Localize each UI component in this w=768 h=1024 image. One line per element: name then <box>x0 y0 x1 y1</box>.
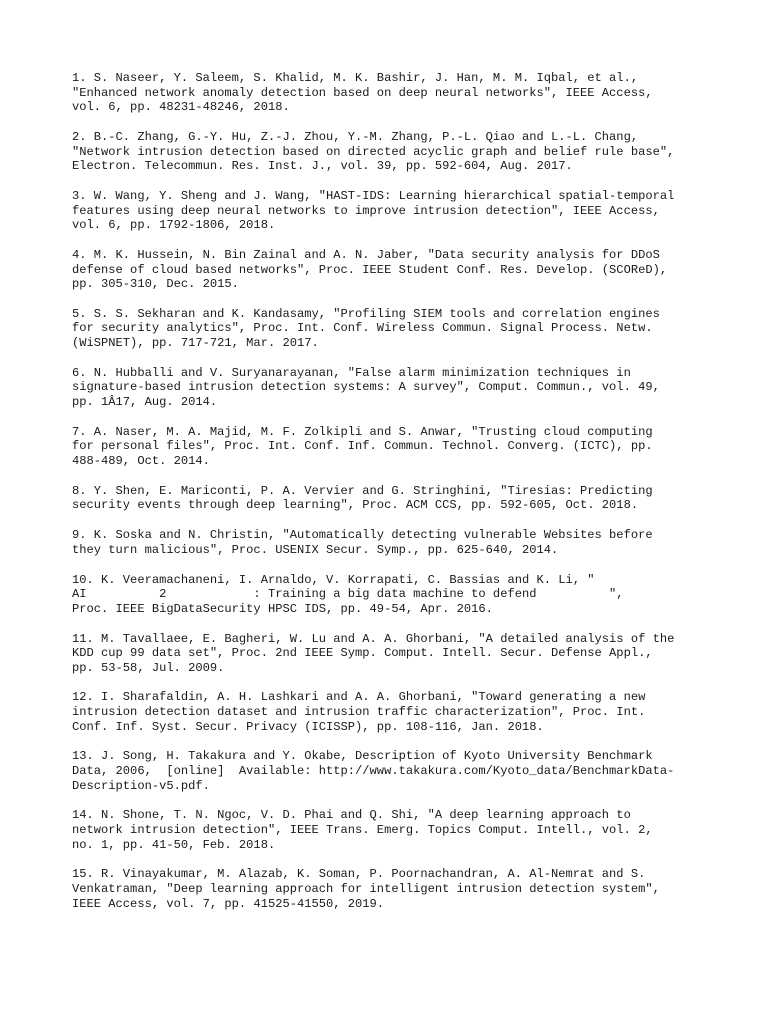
reference-1: 1. S. Naseer, Y. Saleem, S. Khalid, M. K. Bashir, J. Han, M. M. Iqbal, et al., "Enhanced network anomaly detection based on deep neural networks", IEEE Access, vol. 6, pp. 48231-48246, 2018. <box>72 71 653 115</box>
reference-7: 7. A. Naser, M. A. Majid, M. F. Zolkipli and S. Anwar, "Trusting cloud computing for personal files", Proc. Int. Conf. Inf. Commun. Technol. Converg. (ICTC), pp. 488-489, Oct. 2014. <box>72 424 653 468</box>
reference-2: 2. B.-C. Zhang, G.-Y. Hu, Z.-J. Zhou, Y.-M. Zhang, P.-L. Qiao and L.-L. Chang, "Network intrusion detection based on directed acyclic graph and belief rule base", Electron. Telecommun. Res. Inst. J., vol. 39, pp. 592-604, Aug. 2017. <box>72 129 675 174</box>
reference-8: 8. Y. Shen, E. Mariconti, P. A. Vervier and G. Stringhini, "Tiresias: Predicting security events through deep learning", Proc. ACM CCS, pp. 592-605, Oct. 2018. <box>72 483 653 513</box>
reference-13: 13. J. Song, H. Takakura and Y. Okabe, Description of Kyoto University Benchmark Data, 2006, [online] Available: http://www.takakura.com/Kyoto_data/BenchmarkData- Description-v5.pdf. <box>72 749 675 793</box>
reference-list <box>72 71 712 926</box>
reference-15: 15. R. Vinayakumar, M. Alazab, K. Soman, P. Poornachandran, A. Al-Nemrat and S. Venkatraman, "Deep learning approach for intelligent intrusion detection system", IEEE Access, vol. 7, pp. 41525-41550, 2019. <box>72 867 660 911</box>
reference-5: 5. S. S. Sekharan and K. Kandasamy, "Profiling SIEM tools and correlation engines for security analytics", Proc. Int. Conf. Wireless Commun. Signal Process. Netw. (WiSPNET), pp. 717-721, Mar. 2017. <box>72 306 660 351</box>
reference-9: 9. K. Soska and N. Christin, "Automatically detecting vulnerable Websites before they turn malicious", Proc. USENIX Secur. Symp., pp. 625-640, 2014. <box>72 528 653 557</box>
reference-4: 4. M. K. Hussein, N. Bin Zainal and A. N. Jaber, "Data security analysis for DDoS defense of cloud based networks", Proc. IEEE Student Conf. Res. Develop. (SCOReD), pp. 305-310, Dec. 2015. <box>72 247 668 292</box>
reference-12: 12. I. Sharafaldin, A. H. Lashkari and A. A. Ghorbani, "Toward generating a new intrusion detection dataset and intrusion traffic characterization", Proc. Int. Conf. Inf. Syst. Secur. Privacy (ICISSP), pp. 108-116, Jan. 2018. <box>72 690 646 734</box>
reference-14: 14. N. Shone, T. N. Ngoc, V. D. Phai and Q. Shi, "A deep learning approach to network intrusion detection", IEEE Trans. Emerg. Topics Comput. Intell., vol. 2, no. 1, pp. 41-50, Feb. 2018. <box>72 808 653 852</box>
reference-10: 10. K. Veeramachaneni, I. Arnaldo, V. Korrapati, C. Bassias and K. Li, " AI 2 : Training a big data machine to defend ", Proc. IEEE BigDataSecurity HPSC IDS, pp. 49-54, Apr. 2016. <box>72 572 624 616</box>
reference-11: 11. M. Tavallaee, E. Bagheri, W. Lu and A. A. Ghorbani, "A detailed analysis of the KDD cup 99 data set", Proc. 2nd IEEE Symp. Comput. Intell. Secur. Defense Appl., pp. 53-58, Jul. 2009. <box>72 631 675 675</box>
reference-6: 6. N. Hubballi and V. Suryanarayanan, "False alarm minimization techniques in signature-based intrusion detection systems: A survey", Comput. Commun., vol. 49, pp. 1Â17, Aug. 2014. <box>72 365 660 410</box>
reference-3: 3. W. Wang, Y. Sheng and J. Wang, "HAST-IDS: Learning hierarchical spatial-temporal features using deep neural networks to improve intrusion detection", IEEE Access, vol. 6, pp. 1792-1806, 2018. <box>72 188 675 233</box>
